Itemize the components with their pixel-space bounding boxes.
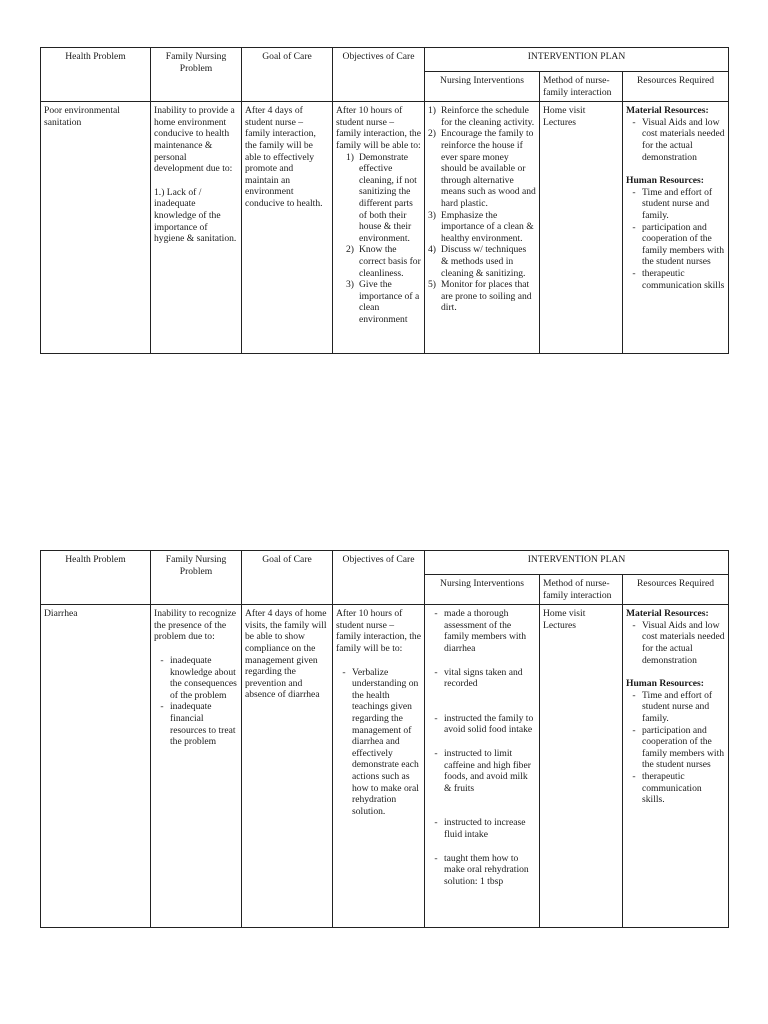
- family-problem-cause: 1.) Lack of / inadequate knowledge of the importance of hygiene & sanitation.: [154, 186, 237, 245]
- intervention-item: 2) Encourage the family to reinforce the house if ever spare money should be available or through alternative means such as wood and hard plastic.: [428, 128, 536, 209]
- intervention-item: - vital signs taken and recorded: [434, 666, 523, 690]
- intervention-item: - instructed to limit caffeine and high fiber foods, and avoid milk & fruits: [434, 747, 531, 794]
- objectives-of-care-cell: [333, 605, 425, 928]
- resources-cell: [623, 605, 729, 928]
- family-problem-cause: - inadequate knowledge about the consequences of the problem: [160, 654, 237, 701]
- family-problem-intro: Inability to recognize the presence of the problem due to:: [154, 608, 237, 643]
- human-resource-item: - participation and cooperation of the family members with the student nurses: [632, 221, 725, 268]
- resources-cell: [623, 102, 729, 354]
- intervention-item: 1) Reinforce the schedule for the cleaning activity.: [428, 105, 535, 128]
- method-lectures: Lectures: [543, 116, 577, 128]
- human-resource-item: - Time and effort of student nurse and family.: [632, 186, 713, 221]
- method-cell: [540, 102, 623, 354]
- header-objectives-of-care: Objectives of Care: [333, 551, 425, 605]
- human-resource-item: - participation and cooperation of the family members with the student nurses: [632, 724, 725, 771]
- goal-of-care-cell: After 4 days of student nurse – family interaction, the family will be able to effectively promote and maintain an environment conducive to health.: [242, 102, 333, 354]
- objective-item: 3) Give the importance of a clean environment: [346, 279, 420, 325]
- nursing-interventions-cell: [425, 102, 540, 354]
- header-family-nursing-problem: Family Nursing Problem: [151, 48, 242, 102]
- header-goal-of-care: Goal of Care: [242, 551, 333, 605]
- objectives-intro: After 10 hours of student nurse – family interaction, the family will be able to:: [336, 105, 421, 151]
- method-home-visit: Home visit: [543, 105, 586, 117]
- method-lectures: Lectures: [543, 619, 577, 631]
- objectives-of-care-cell: [333, 102, 425, 354]
- header-resources-required: Resources Required: [623, 72, 729, 102]
- intervention-item: 3) Emphasize the importance of a clean & healthy environment.: [428, 209, 534, 244]
- header-family-nursing-problem: Family Nursing Problem: [151, 551, 242, 605]
- objective-item: 1) Demonstrate effective cleaning, if not sanitizing the different parts of both their house & their environment.: [346, 151, 417, 244]
- human-resource-item: - Time and effort of student nurse and family.: [632, 689, 713, 724]
- objective-item: 2) Know the correct basis for cleanliness.: [346, 244, 421, 279]
- header-method: Method of nurse-family interaction: [540, 575, 623, 605]
- objective-item: - Verbalize understanding on the health teachings given regarding the management of diarrhea and effectively demonstrate each actions such as how to make oral rehydration solution.: [342, 666, 419, 817]
- goal-of-care-cell: After 4 days of home visits, the family will be able to show compliance on the management given regarding the prevention and absence of diarrhea: [242, 605, 333, 928]
- intervention-item: 5) Monitor for places that are prone to soiling and dirt.: [428, 279, 532, 314]
- header-goal-of-care: Goal of Care: [242, 48, 333, 102]
- header-method: Method of nurse-family interaction: [540, 72, 623, 102]
- nursing-interventions-cell: [425, 605, 540, 928]
- header-intervention-plan: INTERVENTION PLAN: [425, 48, 729, 72]
- intervention-item: 4) Discuss w/ techniques & methods used in cleaning & sanitizing.: [428, 244, 527, 279]
- header-intervention-plan: INTERVENTION PLAN: [425, 551, 729, 575]
- header-nursing-interventions: Nursing Interventions: [425, 575, 540, 605]
- material-resource-item: - Visual Aids and low cost materials needed for the actual demonstration: [632, 619, 725, 666]
- header-resources-required: Resources Required: [623, 575, 729, 605]
- material-resources-heading: Material Resources:: [626, 608, 709, 620]
- intervention-item: - instructed the family to avoid solid food intake: [434, 712, 534, 736]
- material-resource-item: - Visual Aids and low cost materials needed for the actual demonstration: [632, 116, 725, 163]
- intervention-item: - taught them how to make oral rehydration solution: 1 tbsp: [434, 852, 529, 887]
- header-objectives-of-care: Objectives of Care: [333, 48, 425, 102]
- care-plan-table-diarrhea: [40, 550, 729, 928]
- human-resource-item: - therapeutic communication skills: [632, 267, 725, 291]
- health-problem-cell: Diarrhea: [41, 605, 151, 928]
- human-resource-item: - therapeutic communication skills.: [632, 770, 702, 806]
- intervention-item: - made a thorough assessment of the family members with diarrhea: [434, 608, 527, 654]
- material-resources-heading: Material Resources:: [626, 105, 709, 117]
- family-problem-intro: Inability to provide a home environment conducive to health maintenance & personal development due to:: [154, 105, 235, 175]
- family-nursing-problem-cell: [151, 102, 242, 354]
- care-plan-table-sanitation: [40, 47, 729, 354]
- human-resources-heading: Human Resources:: [626, 678, 704, 690]
- family-nursing-problem-cell: [151, 605, 242, 928]
- method-cell: [540, 605, 623, 928]
- objectives-intro: After 10 hours of student nurse – family interaction, the family will be to:: [336, 608, 421, 654]
- header-health-problem: Health Problem: [41, 48, 151, 102]
- header-health-problem: Health Problem: [41, 551, 151, 605]
- header-nursing-interventions: Nursing Interventions: [425, 72, 540, 102]
- method-home-visit: Home visit: [543, 608, 586, 620]
- health-problem-cell: Poor environmental sanitation: [41, 102, 151, 354]
- human-resources-heading: Human Resources:: [626, 175, 704, 187]
- intervention-item: - instructed to increase fluid intake: [434, 817, 526, 840]
- family-problem-cause: - inadequate financial resources to treat the problem: [160, 701, 236, 748]
